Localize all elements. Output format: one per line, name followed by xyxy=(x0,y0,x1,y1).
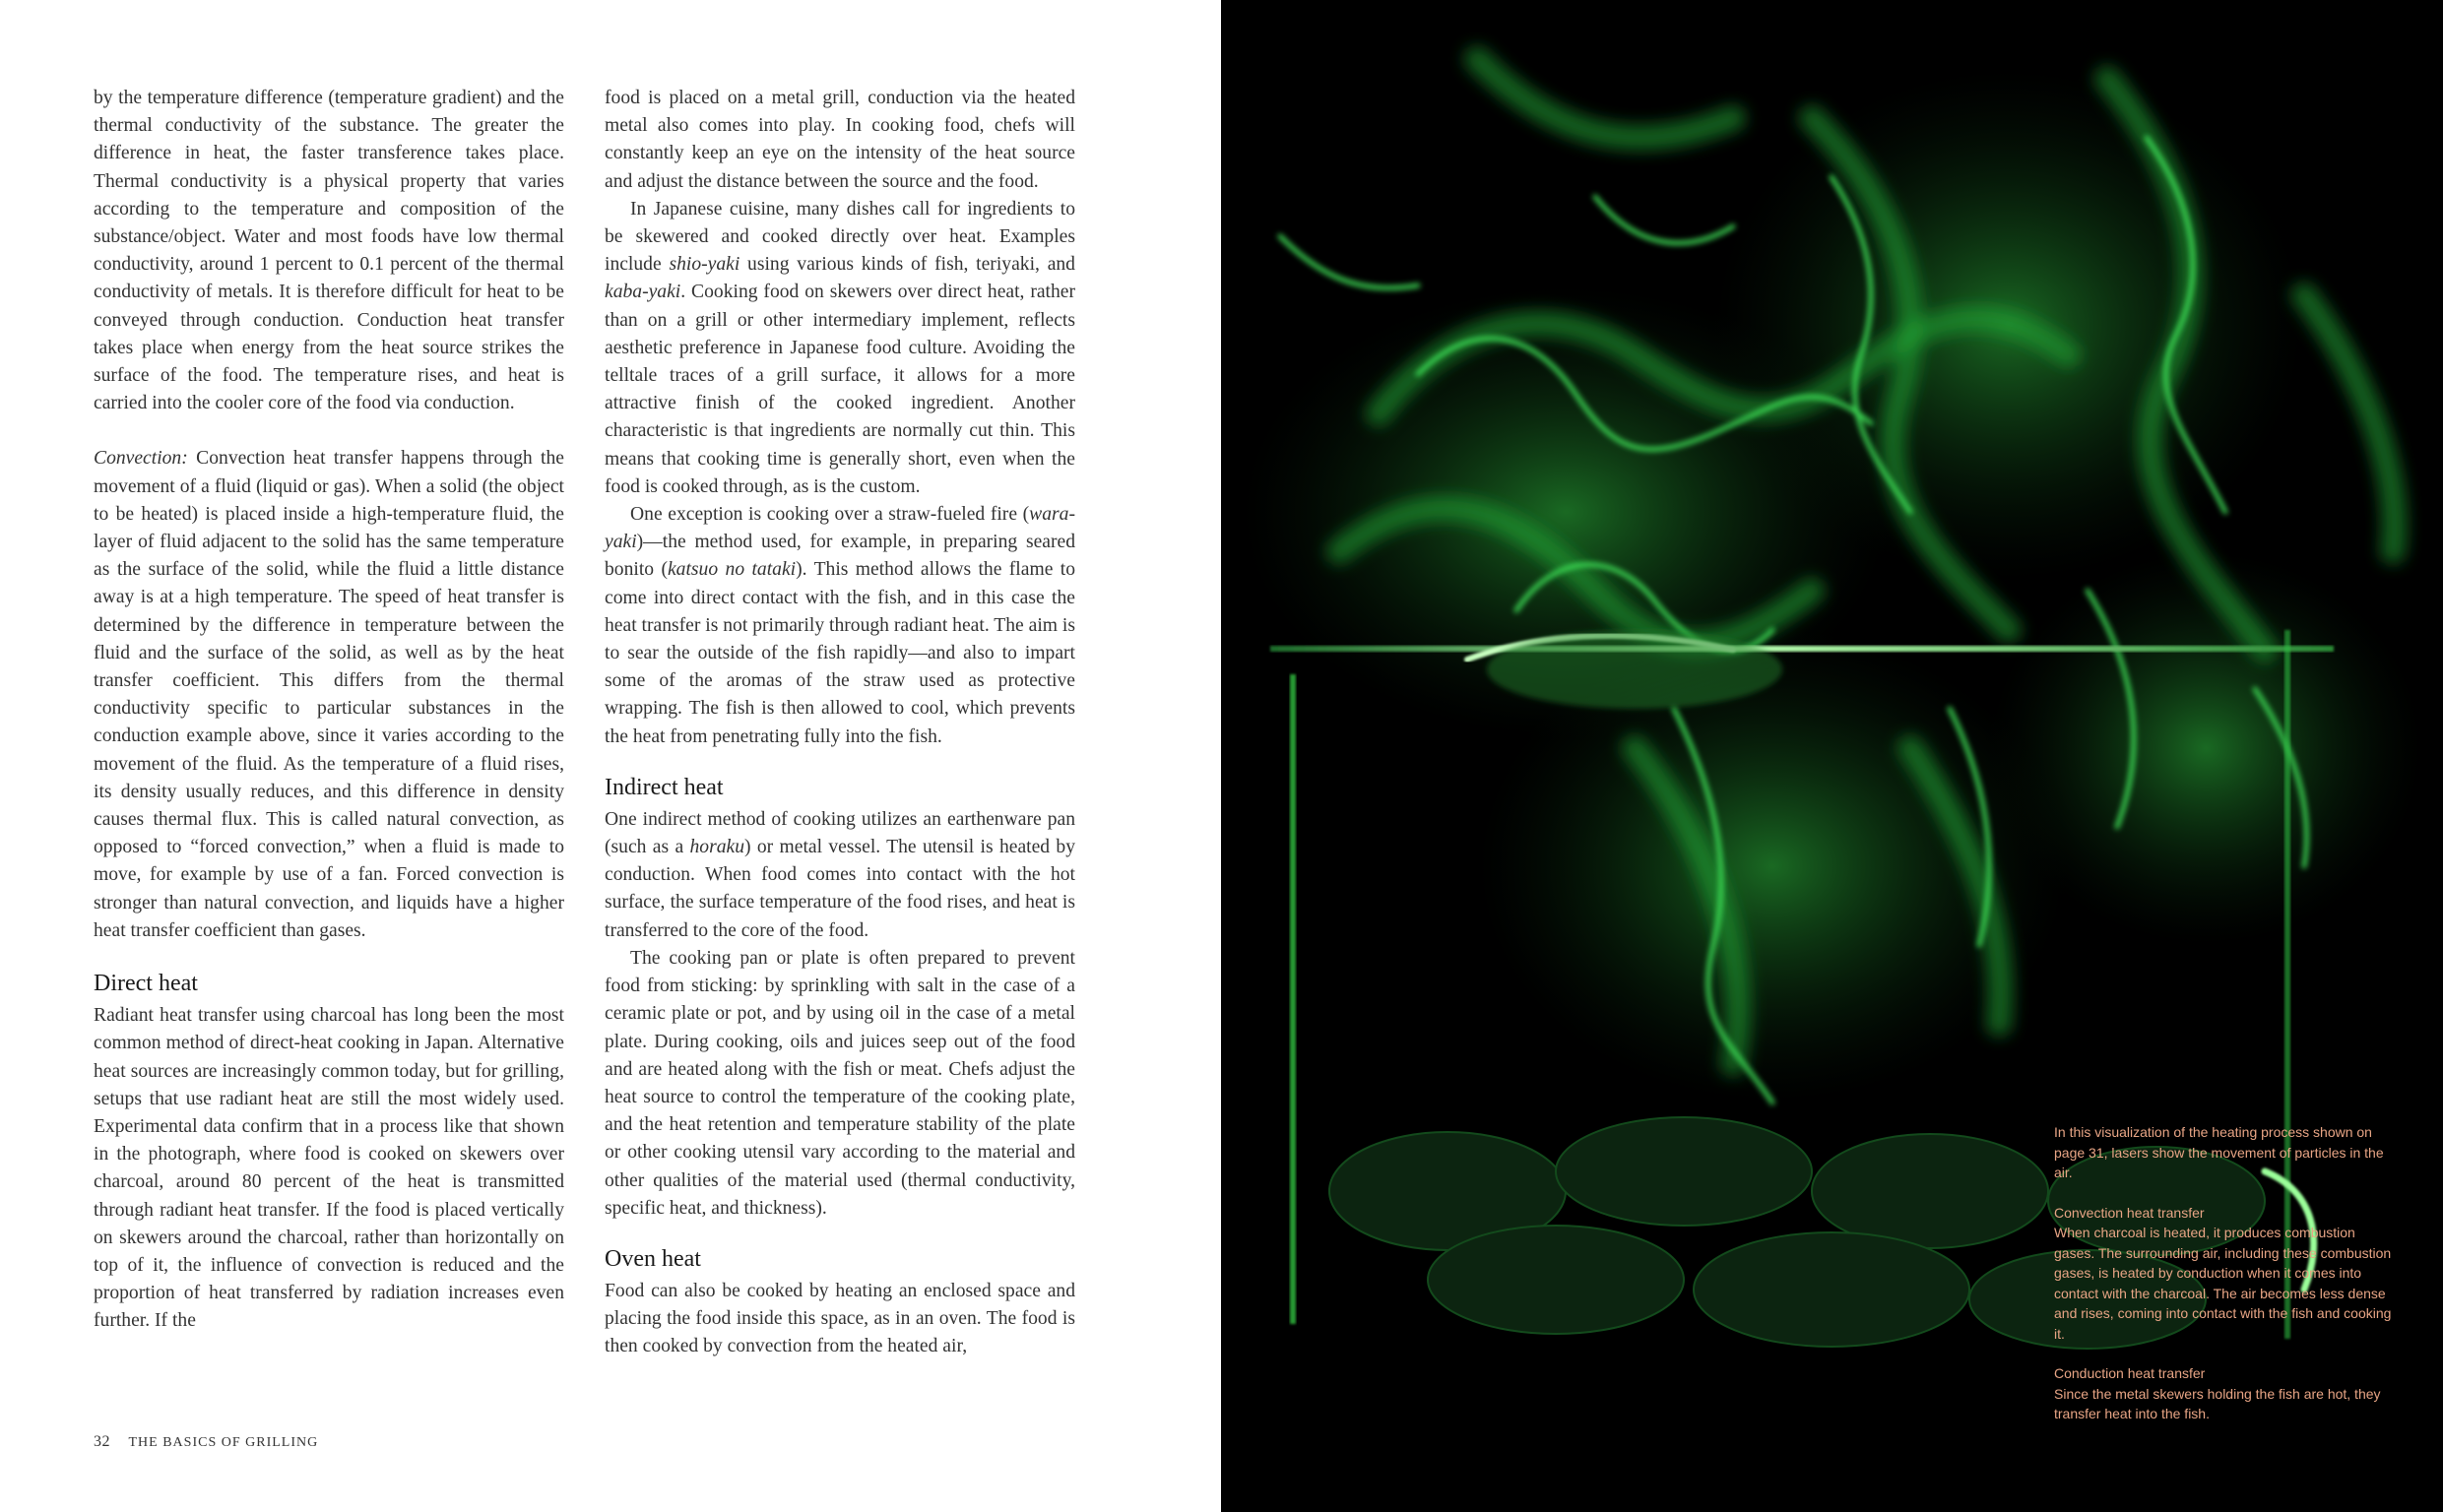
page-footer xyxy=(94,1433,318,1451)
text-run: . Cooking food on skewers over direct heat, rather than on a grill or other intermediary implement, reflects aesthetic preference in Japanese food culture. Avoiding the telltale traces of a grill surface, it allows for a more attractive finish of the cooked ingredient. Another characteristic is that ingredients are normally cut thin. This means that cooking time is generally short, even when the food is cooked through, as is the custom. xyxy=(605,282,1075,497)
grill-paragraph: food is placed on a metal grill, conduction via the heated metal also comes into play. In cooking food, chefs will constantly keep an eye on the intensity of the heat source and adjust the distance between the source and the food. xyxy=(605,88,1075,192)
oven-heat-paragraph: Food can also be cooked by heating an enclosed space and placing the food inside this space, as in an oven. The food is then cooked by convection from the heated air, xyxy=(605,1280,1075,1357)
text-run: One indirect method of cooking utilizes an earthenware pan (such as a xyxy=(605,808,1075,858)
indirect-heat-heading: Indirect heat xyxy=(605,774,724,800)
cooking-plate-paragraph: The cooking pan or plate is often prepared to prevent food from sticking: by sprinkling with salt in the case of a ceramic plate or pot, and by using oil in the case of a metal plate. During cooking, oils and juices seep out of the food and are heated along with the fish or meat. Chefs adjust the heat source to control the temperature of the cooking plate, and the heat retention and temperature stability of the plate or other cooking utensil vary according to the material and other qualities of the material used (thermal conductivity, specific heat, and thickness). xyxy=(605,947,1075,1219)
running-section-title: THE BASICS OF GRILLING xyxy=(128,1435,319,1450)
text-run: )—the method used, for example, in preparing seared bonito ( xyxy=(605,532,1075,581)
direct-heat-heading: Direct heat xyxy=(94,971,198,997)
text-run: ). This method allows the flame to come into direct contact with the fish, and in this case the heat transfer is not primarily through radiant heat. The aim is to sear the outside of the fish rapidly—and also to impart some of the aromas of the straw used as protective wrapping. The fish is then allowed to cool, which prevents the heat from penetrating fully into the fish. xyxy=(605,559,1076,747)
grill-box-left-edge xyxy=(1290,674,1296,1324)
text-run: In Japanese cuisine, many dishes call for ingredients to be skewered and cooked directly over heat. Examples include xyxy=(605,198,1075,276)
direct-heat-paragraph: Radiant heat transfer using charcoal has long been the most common method of direct-heat cooking in Japan. Alternative heat sources are increasingly common today, but for grilling, setups that use radiant heat are still the most widely used. Experimental data confirm that in a process like that shown in the photograph, where food is cooked on skewers over charcoal, around 80 percent of the heat is transmitted through radiant heat transfer. If the food is placed vertically on skewers around the charcoal, rather than horizontally on top of it, the influence of convection is reduced and the proportion of heat transferred by radiation increases even further. If the xyxy=(94,1005,564,1332)
text-run: ) or metal vessel. The utensil is heated by conduction. When food comes into contact with the hot surface, the surface temperature of the food rises, and heat is transferred to the core of the food. xyxy=(605,837,1076,941)
term-wara-yaki: wara-yaki xyxy=(605,504,1075,553)
conduction-paragraph: by the temperature difference (temperature gradient) and the thermal conductivity of the substance. The greater the difference in heat, the faster transference takes place. Thermal conductivity is a physical property that varies according to the temperature and composition of the substance/object. Water and most foods have low thermal conductivity, around 1 percent to 0.1 percent of the thermal conductivity of metals. It is therefore difficult for heat to be conveyed through conduction. Conduction heat transfer takes place when energy from the heat source strikes the surface of the food. The temperature rises, and heat is carried into the cooler core of the food via conduction. xyxy=(94,88,564,414)
straw-fire-paragraph xyxy=(605,501,1075,751)
text-column-2 xyxy=(605,85,1075,1361)
caption-convection-text: When charcoal is heated, it produces combustion gases. The surrounding air, including these combustion gases, is heated by conduction when it comes into contact with the charcoal. The air becomes less dense and rises, coming into contact with the fish and cooking it. xyxy=(2054,1225,2392,1342)
term-kaba-yaki: kaba-yaki xyxy=(605,282,681,303)
caption-conduction-title: Conduction heat transfer xyxy=(2054,1365,2206,1381)
indirect-heat-paragraph xyxy=(605,806,1075,945)
page-number: 32 xyxy=(94,1433,110,1450)
photo-caption xyxy=(2054,1122,2397,1444)
japanese-cuisine-paragraph xyxy=(605,196,1075,501)
caption-convection-title: Convection heat transfer xyxy=(2054,1204,2205,1221)
caption-convection xyxy=(2054,1203,2397,1345)
text-run: One exception is cooking over a straw-fueled fire ( xyxy=(630,504,1030,526)
text-run: using various kinds of fish, teriyaki, and xyxy=(739,254,1075,276)
term-shio-yaki: shio-yaki xyxy=(669,254,740,276)
term-katsuo-no-tataki: katsuo no tataki xyxy=(667,559,797,581)
convection-paragraph xyxy=(94,445,564,945)
term-horaku: horaku xyxy=(689,837,744,858)
oven-heat-heading: Oven heat xyxy=(605,1245,701,1272)
caption-conduction-text: Since the metal skewers holding the fish are hot, they transfer heat into the fish. xyxy=(2054,1385,2381,1421)
convection-text: Convection heat transfer happens through the movement of a fluid (liquid or gas). When a solid (the object to be heated) is placed inside a high-temperature fluid, the layer of fluid adjacent to the solid has the same temperature as the surface of the solid, while the fluid a little distance away is at a high temperature. The speed of heat transfer is determined by the difference in temperature between the fluid and the surface of the solid, as well as by the heat transfer coefficient. This differs from the thermal conductivity specific to particular substances in the conduction example above, since it varies according to the movement of the fluid. As the temperature of a fluid rises, its density usually reduces, and this difference in density causes thermal flux. This is called natural convection, as opposed to “forced convection,” when a fluid is made to move, for example by use of a fan. Forced convection is stronger than natural convection, and liquids have a higher heat transfer coefficient than gases. xyxy=(94,448,564,941)
caption-intro: In this visualization of the heating process shown on page 31, lasers show the movement of particles in the air. xyxy=(2054,1124,2384,1180)
metal-skewer xyxy=(1270,646,2334,652)
smoke-glow xyxy=(1989,551,2422,945)
text-column-1 xyxy=(94,85,564,1336)
caption-conduction xyxy=(2054,1363,2397,1424)
fish-on-skewer xyxy=(1487,630,1782,709)
convection-runin-label: Convection: xyxy=(94,448,188,470)
left-page xyxy=(0,0,1221,1512)
right-page-photo-spread xyxy=(1221,0,2443,1512)
